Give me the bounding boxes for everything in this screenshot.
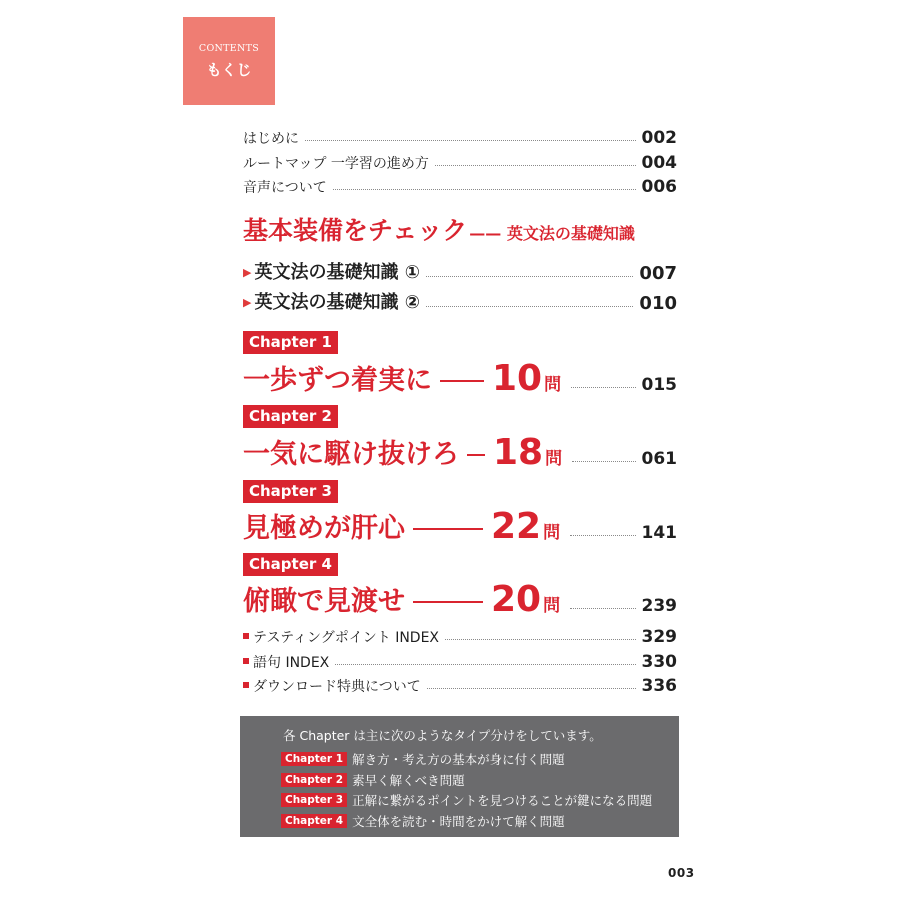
toc-page: 329 [641,627,677,647]
chapter-4-entry[interactable] [243,579,677,618]
question-count: 22 [491,506,542,547]
leader-dots [426,306,633,307]
question-unit: 問 [544,375,562,395]
toc-page: 239 [641,596,677,616]
toc-label: ▶ 英文法の基礎知識 ① [243,262,420,283]
square-bullet-icon [243,633,249,639]
toc-entry-back-2[interactable] [243,652,677,672]
toc-page: 004 [641,153,677,173]
toc-page: 141 [641,523,677,543]
legend-text: 解き方・考え方の基本が身に付く問題 [352,752,565,767]
toc-page: 336 [641,676,677,696]
chapter-type-legend [240,716,679,837]
square-bullet-icon [243,658,249,664]
dash-line [467,454,485,456]
chapter-1-entry[interactable] [243,358,677,397]
question-count: 20 [491,579,542,620]
question-unit: 問 [543,523,561,543]
toc-entry[interactable] [243,177,677,197]
leader-dots [427,688,636,689]
section-subtitle: —— 英文法の基礎知識 [469,224,635,243]
toc-label: テスティングポイント INDEX [243,627,439,647]
toc-page: 330 [641,652,677,672]
chapter-3-tag: Chapter 3 [243,480,338,503]
leader-dots [570,608,635,609]
leader-dots [445,639,635,640]
toc-entry[interactable] [243,153,677,173]
toc-label: 音声について [243,180,327,196]
legend-chapter-tag: Chapter 3 [281,793,347,807]
legend-chapter-tag: Chapter 1 [281,752,347,766]
page-number: 003 [668,866,695,880]
legend-chapter-tag: Chapter 2 [281,773,347,787]
dash-line [440,380,484,382]
toc-label: はじめに [243,131,299,147]
toc-entry[interactable] [243,128,677,148]
square-bullet-icon [243,682,249,688]
section-title-main: 基本装備をチェック [243,216,468,245]
question-unit: 問 [543,596,561,616]
leader-dots [426,276,633,277]
toc-entry-back-1[interactable] [243,627,677,647]
leader-dots [335,664,635,665]
chapter-2-entry[interactable] [243,432,677,471]
dash-line [413,528,483,530]
contents-badge [183,17,275,105]
leader-dots [333,189,636,190]
legend-text: 素早く解くべき問題 [352,773,465,788]
badge-jp: もくじ [206,61,252,79]
dash-line [413,601,483,603]
toc-entry-basics-2[interactable] [243,288,677,314]
chapter-title: 俯瞰で見渡せ [243,586,405,617]
legend-item [281,812,565,830]
toc-label: 語句 INDEX [243,652,329,672]
leader-dots [571,387,635,388]
triangle-bullet-icon: ▶ [243,296,252,309]
toc-page: 006 [641,177,677,197]
toc-page: 010 [639,293,677,314]
badge-en: CONTENTS [198,43,260,54]
leader-dots [305,140,636,141]
toc-label: ルートマップ 一学習の進め方 [243,156,429,172]
chapter-title: 一歩ずつ着実に [243,365,432,396]
leader-dots [572,461,635,462]
toc-entry-back-3[interactable] [243,676,677,696]
section-title-basics [243,211,635,247]
chapter-4-tag: Chapter 4 [243,553,338,576]
legend-item [281,750,565,768]
toc-label: ダウンロード特典について [243,676,421,696]
chapter-title: 見極めが肝心 [243,513,405,544]
leader-dots [435,165,636,166]
question-count: 10 [492,358,543,399]
leader-dots [570,535,635,536]
toc-page: 061 [641,449,677,469]
toc-page: 007 [639,263,677,284]
legend-item [281,771,465,789]
legend-chapter-tag: Chapter 4 [281,814,347,828]
toc-entry-basics-1[interactable] [243,258,677,284]
toc-page: 015 [641,375,677,395]
toc-label: ▶ 英文法の基礎知識 ② [243,292,420,313]
chapter-3-entry[interactable] [243,506,677,545]
legend-text: 正解に繋がるポイントを見つけることが鍵になる問題 [352,793,653,808]
legend-text: 文全体を読む・時間をかけて解く問題 [352,814,565,829]
triangle-bullet-icon: ▶ [243,266,252,279]
toc-page: 002 [641,128,677,148]
legend-intro: 各 Chapter は主に次のようなタイプ分けをしています。 [283,728,602,743]
chapter-1-tag: Chapter 1 [243,331,338,354]
question-count: 18 [493,432,544,473]
legend-item [281,791,652,809]
chapter-2-tag: Chapter 2 [243,405,338,428]
question-unit: 問 [545,449,563,469]
chapter-title: 一気に駆け抜けろ [243,439,459,470]
